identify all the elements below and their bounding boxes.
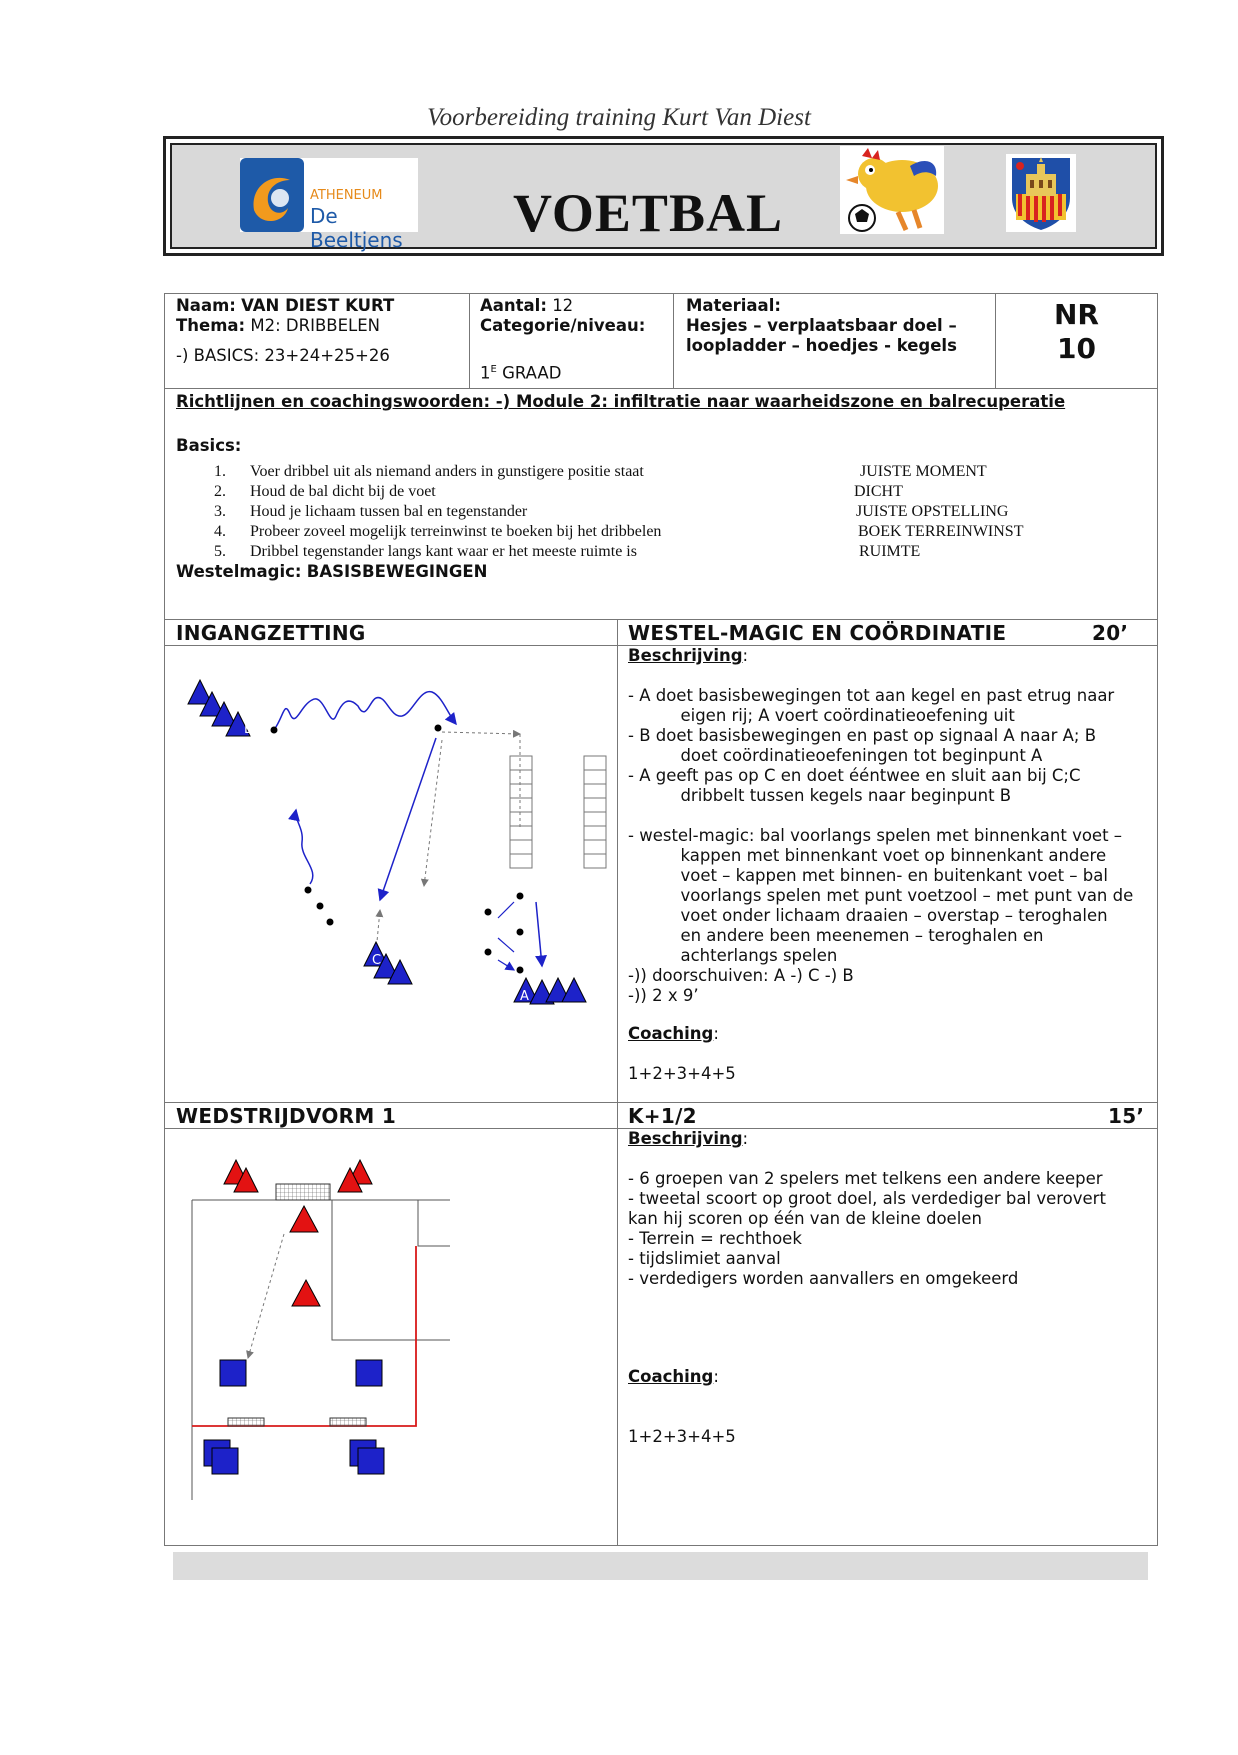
footer-bar — [173, 1552, 1148, 1580]
section2-beschrijving: Beschrijving: — [628, 1129, 749, 1148]
section2-description: - 6 groepen van 2 spelers met telkens een andere keeper - tweetal scoort op groot doel, als verdediger bal verovert kan hij scoren op één van de kleine doelen - Terrein = rechthoek - tijdslimiet aanval - verdedigers worden aanvallers en omgekeerd — [628, 1169, 1106, 1288]
beschrijving-label: Beschrijving — [628, 1129, 743, 1148]
coaching-label: Coaching — [628, 1024, 714, 1043]
beschrijving-label: Beschrijving — [628, 646, 743, 665]
section2-coaching-value: 1+2+3+4+5 — [628, 1427, 736, 1446]
section1-exercise-title: WESTEL-MAGIC EN COÖRDINATIE — [628, 621, 1007, 645]
westelmagic-label: Westelmagic: — [176, 562, 302, 581]
categorie-label: Categorie/niveau: — [480, 316, 646, 335]
basics-item-text: Voer dribbel uit als niemand anders in gunstigere positie staat — [250, 463, 644, 480]
ladder-left — [510, 756, 532, 868]
graad-number: 1 — [480, 363, 491, 383]
aantal-value: 12 — [552, 296, 574, 315]
big-goal — [276, 1184, 330, 1200]
basics-item-keyword: JUISTE MOMENT — [860, 463, 987, 480]
group-b-cones — [188, 680, 250, 736]
basics-item-num: 1. — [214, 463, 226, 480]
basics-item-keyword: DICHT — [854, 483, 903, 500]
westelmagic-value: BASISBEWEGINGEN — [306, 562, 488, 581]
naam-value: VAN DIEST KURT — [241, 296, 395, 315]
basics-item-num: 4. — [214, 523, 226, 540]
section1-title: INGANGZETTING — [176, 621, 366, 645]
blue-players — [204, 1360, 384, 1474]
basics-item-text: Probeer zoveel mogelijk terreinwinst te boeken bij het dribbelen — [250, 523, 662, 540]
basics-item-num: 5. — [214, 543, 226, 560]
naam-line — [176, 296, 394, 316]
aantal-label: Aantal: — [480, 296, 547, 315]
coat-of-arms-icon — [1006, 154, 1076, 232]
section2-right-header — [617, 1102, 1158, 1129]
naam-label: Naam: — [176, 296, 236, 315]
red-cones — [224, 1160, 372, 1306]
section1-duration: 20’ — [1092, 621, 1129, 645]
group-a-label: A — [520, 989, 529, 1004]
section2-title: WEDSTRIJDVORM 1 — [176, 1104, 397, 1128]
section1-coaching: Coaching: — [628, 1024, 719, 1043]
ladder-right — [584, 756, 606, 868]
materiaal-label: Materiaal: — [686, 296, 781, 315]
section1-coaching-value: 1+2+3+4+5 — [628, 1064, 736, 1083]
basics-label: Basics: — [176, 436, 242, 455]
school-emblem-icon — [240, 158, 304, 232]
page-header: Voorbereiding training Kurt Van Diest — [427, 104, 811, 131]
nr-label: NR — [1054, 298, 1099, 331]
section2-duration: 15’ — [1108, 1104, 1145, 1128]
school-logo — [240, 158, 418, 252]
graad-line — [480, 360, 561, 384]
small-goal-right — [330, 1418, 366, 1426]
westelmagic-line — [176, 562, 487, 582]
basics-item-keyword: JUISTE OPSTELLING — [856, 503, 1009, 520]
mascot-logo — [840, 146, 944, 234]
school-name-line2: De Beeltjens — [310, 204, 403, 252]
basics-item-num: 3. — [214, 503, 226, 520]
section1-diagram — [180, 670, 610, 1020]
basics-item — [0, 542, 1238, 562]
coaching-label: Coaching — [628, 1367, 714, 1386]
basics-item — [0, 482, 1238, 502]
basics-item-text: Houd de bal dicht bij de voet — [250, 483, 436, 500]
aantal-line — [480, 296, 573, 316]
graad-text: GRAAD — [502, 363, 562, 383]
thema-label: Thema: — [176, 316, 246, 335]
small-goal-left — [228, 1418, 264, 1426]
group-c-label: C — [372, 953, 382, 968]
basics-item-text: Dribbel tegenstander langs kant waar er het meeste ruimte is — [250, 543, 637, 560]
banner-title: VOETBAL — [513, 183, 783, 243]
thema-line — [176, 316, 380, 336]
basics-item-keyword: BOEK TERREINWINST — [858, 523, 1024, 540]
nr-value: 10 — [1057, 332, 1096, 365]
section1-beschrijving: Beschrijving: — [628, 646, 749, 665]
basics-item-num: 2. — [214, 483, 226, 500]
school-name-line1: ATHENEUM — [310, 188, 383, 203]
rooster-mascot-icon — [840, 146, 944, 234]
materiaal-line2: loopladder – hoedjes - kegels — [686, 336, 957, 355]
richtlijnen-heading: Richtlijnen en coachingswoorden: -) Module 2: infiltratie naar waarheidszone en balrecuperatie — [176, 392, 1066, 411]
basics-item — [0, 502, 1238, 522]
section1-description: - A doet basisbewegingen tot aan kegel en past etrug naar eigen rij; A voert coördinatieoefening uit - B doet basisbewegingen en past op signaal A naar A; B doet coördinatieoefeningen tot beginpunt A - A geeft pas op C en doet ééntwee en sluit aan bij C;C dribbelt tussen kegels naar beginpunt B - westel-magic: bal voorlangs spelen met binnenkant voet – kappen met binnenkant voet op binnenkant andere voet – kappen met binnen- en buitenkant voet – bal voorlangs spelen met punt voetzool – met punt van de voet onder lichaam draaien – overstap – teroghalen en andere been meenemen – teroghalen en achterlangs spelen -)) doorschuiven: A -) C -) B -)) 2 x 9’ — [628, 686, 1134, 1005]
basics-item-text: Houd je lichaam tussen bal en tegenstander — [250, 503, 528, 520]
basics-ref: -) BASICS: 23+24+25+26 — [176, 346, 390, 365]
basics-item-keyword: RUIMTE — [859, 543, 921, 560]
materiaal-line1: Hesjes – verplaatsbaar doel – — [686, 316, 957, 335]
group-b-label: B — [244, 722, 253, 737]
section2-diagram — [180, 1140, 610, 1510]
section2-exercise-title: K+1/2 — [628, 1104, 697, 1128]
thema-value: M2: DRIBBELEN — [250, 316, 380, 335]
basics-item — [0, 522, 1238, 542]
basics-list — [0, 462, 1238, 562]
section2-coaching: Coaching: — [628, 1367, 719, 1386]
city-coat-of-arms — [1006, 154, 1076, 232]
graad-superscript: E — [490, 364, 497, 375]
basics-item — [0, 462, 1238, 482]
